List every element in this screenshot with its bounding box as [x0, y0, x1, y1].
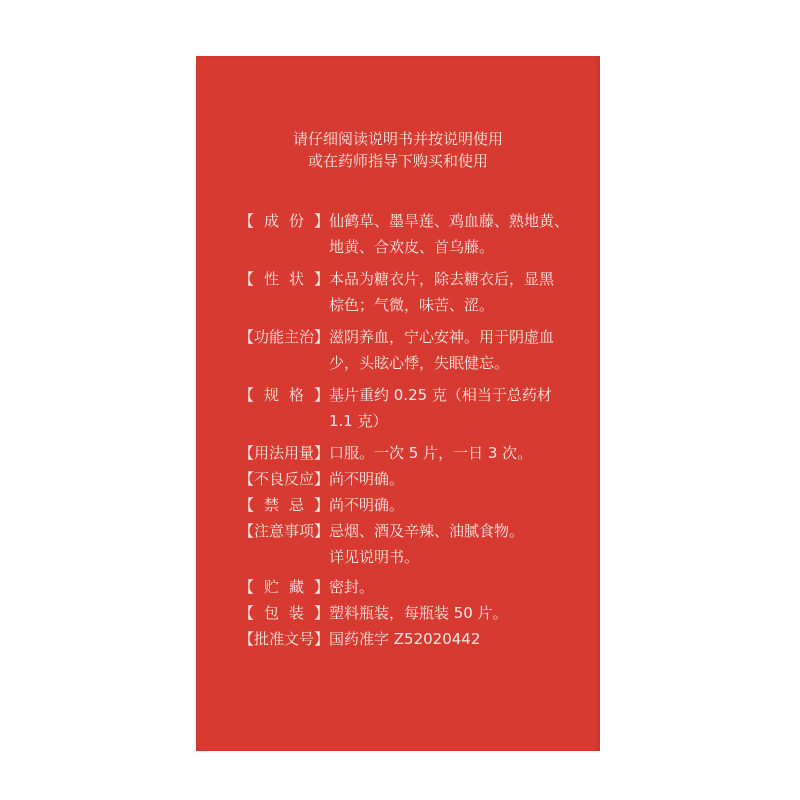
section-value	[329, 626, 589, 652]
value-line: 国药准字 Z52020442	[329, 630, 481, 648]
section-packaging	[239, 600, 589, 626]
value-line: 密封。	[329, 578, 375, 596]
section-adverse-reactions	[239, 466, 589, 492]
section-contraindications	[239, 492, 589, 518]
section-label: 【不良反应】	[239, 470, 330, 488]
value-line: 忌烟、酒及辛辣、油腻食物。	[329, 522, 525, 540]
section-label: 【用法用量】	[239, 444, 330, 462]
section-value	[329, 266, 589, 318]
section-value	[329, 492, 589, 518]
medicine-box-back-panel	[196, 56, 600, 751]
section-approval-number	[239, 626, 589, 652]
value-line: 口服。一次 5 片，一日 3 次。	[329, 444, 533, 462]
section-label: 【 成 份 】	[239, 212, 329, 230]
section-precautions	[239, 518, 589, 570]
section-label: 【注意事项】	[239, 522, 330, 540]
section-storage	[239, 574, 589, 600]
value-line: 尚不明确。	[329, 496, 405, 514]
section-label: 【 性 状 】	[239, 270, 329, 288]
value-line: 地黄、合欢皮、首乌藤。	[329, 238, 495, 256]
section-label: 【 包 装 】	[239, 604, 329, 622]
section-label: 【功能主治】	[239, 328, 330, 346]
section-ingredients	[239, 208, 589, 260]
value-line: 基片重约 0.25 克（相当于总药材	[329, 386, 552, 404]
value-line: 详见说明书。	[329, 548, 420, 566]
section-value	[329, 382, 589, 434]
section-label: 【批准文号】	[239, 630, 330, 648]
value-line: 尚不明确。	[329, 470, 405, 488]
section-value	[329, 440, 589, 466]
section-value	[329, 466, 589, 492]
section-label: 【 贮 藏 】	[239, 578, 329, 596]
value-line: 滋阴养血，宁心安神。用于阴虚血	[329, 328, 555, 346]
notice-line-1: 请仔细阅读说明书并按说明使用	[292, 130, 503, 148]
instruction-list	[239, 208, 589, 652]
value-line: 少，头眩心悸，失眠健忘。	[329, 354, 510, 372]
section-value	[329, 574, 589, 600]
section-dosage	[239, 440, 589, 466]
value-line: 1.1 克）	[329, 412, 388, 430]
value-line: 仙鹤草、墨旱莲、鸡血藤、熟地黄、	[329, 212, 570, 230]
section-value	[329, 324, 589, 376]
section-value	[329, 518, 589, 570]
section-value	[329, 600, 589, 626]
section-label: 【 规 格 】	[239, 386, 329, 404]
section-value	[329, 208, 589, 260]
notice-line-2: 或在药师指导下购买和使用	[307, 152, 488, 170]
value-line: 棕色；气微，味苦、涩。	[329, 296, 495, 314]
section-specification	[239, 382, 589, 434]
value-line: 塑料瓶装，每瓶装 50 片。	[329, 604, 508, 622]
section-description	[239, 266, 589, 318]
section-indications	[239, 324, 589, 376]
section-label: 【 禁 忌 】	[239, 496, 329, 514]
value-line: 本品为糖衣片，除去糖衣后，显黑	[329, 270, 555, 288]
usage-notice	[196, 128, 600, 172]
